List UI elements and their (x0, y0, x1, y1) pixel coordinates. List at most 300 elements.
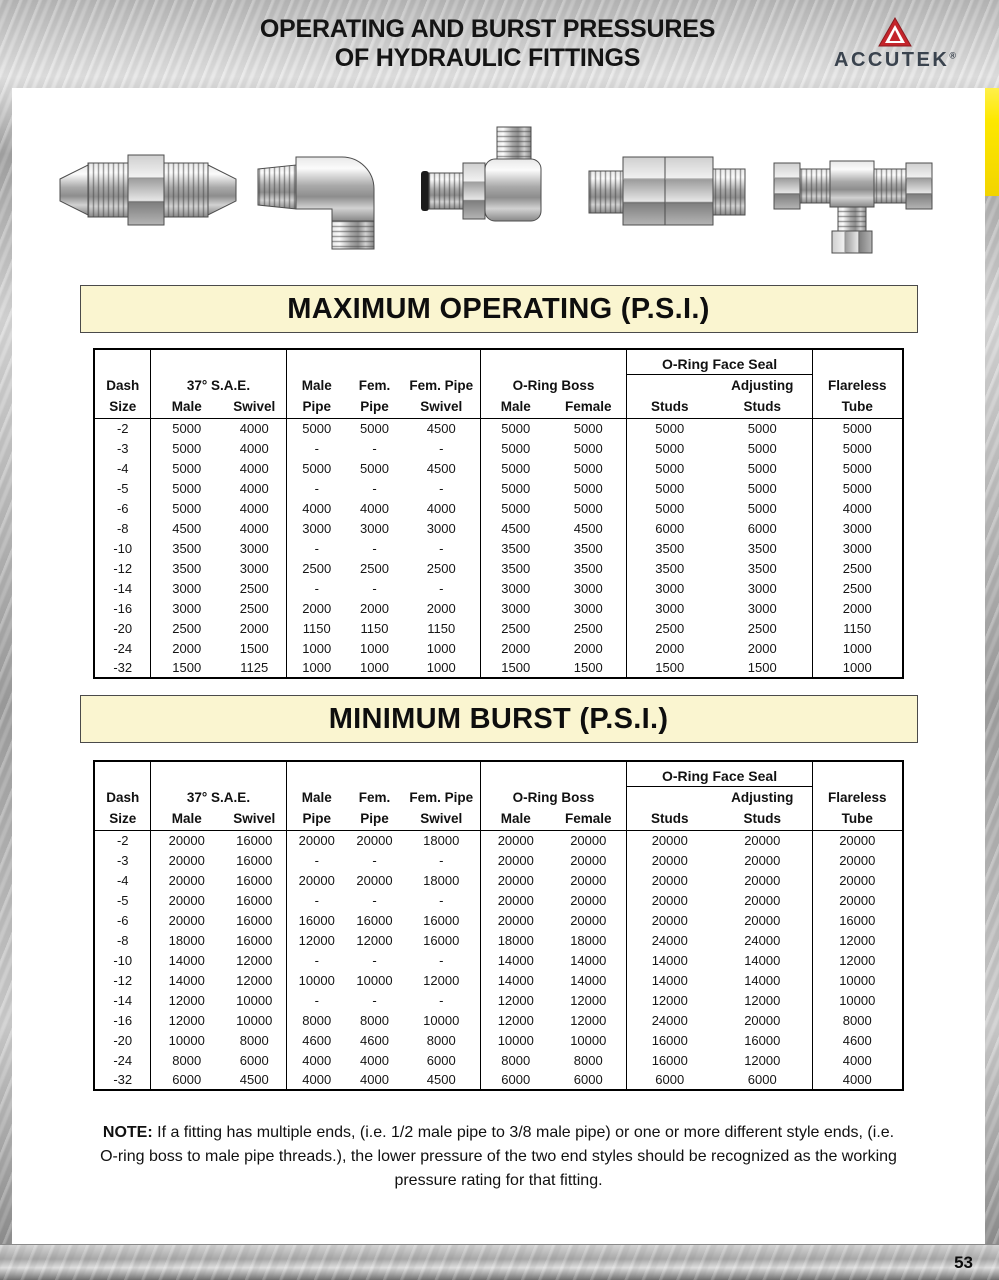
pressure-value-cell: - (372, 580, 377, 596)
pressure-value-cell: 5000 (501, 440, 531, 456)
col-header-sae: 37° S.A.E. (150, 374, 286, 396)
pressure-value-cell: - (402, 950, 480, 970)
pressure-value-cell: 5000 (551, 478, 627, 498)
dash-size-cell: -24 (94, 638, 150, 658)
pressure-row (94, 458, 902, 478)
pressure-value-cell: 4000 (222, 438, 286, 458)
dash-size-cell: -4 (94, 870, 150, 890)
dash-size-cell: -5 (94, 478, 150, 498)
header-spacer (627, 374, 713, 396)
pressure-value-cell: 4600 (360, 1032, 389, 1048)
pressure-value-cell: 10000 (356, 972, 393, 988)
pressure-value-cell: 1000 (302, 660, 332, 675)
pressure-value-cell: 20000 (839, 832, 876, 848)
pressure-value-cell: 12000 (402, 970, 480, 990)
header-tier3 (94, 396, 902, 418)
pressure-value-cell: 20000 (713, 890, 813, 910)
pressure-row (94, 518, 902, 538)
pressure-row (94, 950, 902, 970)
pressure-value-cell: 20000 (298, 832, 335, 848)
pressure-value-cell: 5000 (501, 480, 531, 496)
pressure-value-cell: - (402, 990, 480, 1010)
pressure-value-cell: 2000 (655, 640, 685, 656)
pressure-value-cell: 4500 (172, 520, 202, 536)
pressure-value-cell: 20000 (551, 870, 627, 890)
pressure-value-cell: 5000 (655, 500, 685, 516)
pressure-value-cell: 16000 (222, 910, 286, 930)
pressure-row (94, 618, 902, 638)
dash-size-cell: -14 (94, 990, 150, 1010)
pressure-row (94, 870, 902, 890)
pressure-value-cell: 5000 (551, 458, 627, 478)
pressure-value-cell: 10000 (551, 1030, 627, 1050)
fitting-photo-branch-tee (760, 115, 945, 265)
pressure-value-cell: 1000 (360, 660, 389, 675)
pressure-value-cell: 20000 (168, 832, 205, 848)
dash-size-cell: -2 (94, 830, 150, 850)
dash-size-cell: -20 (94, 1030, 150, 1050)
pressure-value-cell: 16000 (402, 930, 480, 950)
dash-size-cell: -16 (94, 598, 150, 618)
header-spacer (627, 786, 713, 808)
pressure-value-cell: 2000 (842, 600, 872, 616)
pressure-row (94, 578, 902, 598)
col-subheader-flareless-tube: Tube (813, 808, 903, 830)
pressure-value-cell: 18000 (168, 932, 205, 948)
page-header (0, 0, 999, 88)
pressure-value-cell: 6000 (713, 518, 813, 538)
pressure-value-cell: 1150 (360, 620, 389, 636)
pressure-value-cell: 2500 (655, 620, 685, 636)
dash-size-cell: -12 (94, 558, 150, 578)
pressure-value-cell: 14000 (551, 950, 627, 970)
pressure-value-cell: 1000 (402, 658, 480, 678)
pressure-value-cell: 8000 (360, 1012, 389, 1028)
col-subheader-orb-male: Male (481, 396, 551, 418)
pressure-value-cell: 2000 (501, 640, 531, 656)
pressure-value-cell: 1500 (222, 638, 286, 658)
pressure-row (94, 438, 902, 458)
header-tier3 (94, 808, 902, 830)
pressure-value-cell: 20000 (839, 872, 876, 888)
pressure-value-cell: 4500 (402, 1070, 480, 1090)
pressure-table-header (94, 349, 902, 418)
header-spacer (150, 349, 286, 374)
pressure-row (94, 558, 902, 578)
pressure-value-cell: - (372, 992, 377, 1008)
pressure-value-cell: 4000 (302, 500, 332, 516)
pressure-value-cell: 4000 (402, 498, 480, 518)
pressure-value-cell: 10000 (298, 972, 335, 988)
pressure-value-cell: 20000 (497, 912, 534, 928)
content-area (12, 88, 985, 1244)
pressure-value-cell: 2500 (551, 618, 627, 638)
pressure-value-cell: 4500 (402, 458, 480, 478)
pressure-value-cell: 20000 (839, 892, 876, 908)
pressure-value-cell: 5000 (501, 460, 531, 476)
pressure-row (94, 1050, 902, 1070)
header-spacer (813, 349, 903, 374)
col-subheader-size: Size (94, 396, 150, 418)
pressure-value-cell: 12000 (497, 1012, 534, 1028)
pressure-value-cell: 2000 (713, 638, 813, 658)
pressure-value-cell: 20000 (551, 830, 627, 850)
col-header-sae: 37° S.A.E. (150, 786, 286, 808)
pressure-value-cell: 3000 (551, 598, 627, 618)
fitting-photo-oring-boss-elbow (413, 115, 573, 265)
pressure-value-cell: - (372, 440, 377, 456)
pressure-value-cell: 2500 (842, 560, 872, 576)
pressure-value-cell: 4000 (222, 458, 286, 478)
pressure-value-cell: 8000 (551, 1050, 627, 1070)
pressure-value-cell: 10000 (222, 1010, 286, 1030)
pressure-value-cell: 12000 (168, 1012, 205, 1028)
pressure-value-cell: 12000 (356, 932, 393, 948)
fitting-photo-straight-adapter (52, 115, 242, 265)
max-operating-table (93, 348, 903, 679)
header-spacer (481, 761, 627, 786)
pressure-value-cell: 3500 (551, 538, 627, 558)
col-subheader-adjusting-studs: Studs (713, 808, 813, 830)
pressure-value-cell: 4000 (222, 518, 286, 538)
header-tier1 (94, 761, 902, 786)
pressure-value-cell: 5000 (713, 498, 813, 518)
col-header-flareless: Flareless (827, 377, 887, 393)
pressure-value-cell: 5000 (713, 458, 813, 478)
pressure-value-cell: 2000 (360, 600, 389, 616)
col-subheader-fem-pipe: Pipe (346, 396, 402, 418)
pressure-value-cell: 4600 (842, 1032, 872, 1048)
pressure-row (94, 498, 902, 518)
pressure-value-cell: 8000 (501, 1052, 531, 1068)
pressure-value-cell: 10000 (402, 1010, 480, 1030)
col-header-male-pipe: Male (301, 377, 332, 393)
pressure-value-cell: 20000 (713, 830, 813, 850)
col-subheader-male-pipe: Pipe (286, 396, 346, 418)
col-header-oring-face-seal: O-Ring Face Seal (627, 761, 813, 786)
pressure-value-cell: 1000 (842, 660, 872, 675)
pressure-row (94, 930, 902, 950)
pressure-value-cell: 5000 (713, 478, 813, 498)
pressure-value-cell: - (372, 892, 377, 908)
pressure-value-cell: 1000 (302, 640, 332, 656)
pressure-value-cell: 1000 (402, 638, 480, 658)
pressure-value-cell: 16000 (222, 870, 286, 890)
pressure-value-cell: 8000 (222, 1030, 286, 1050)
page-title-line1: OPERATING AND BURST PRESSURES (259, 14, 716, 43)
header-spacer (150, 761, 286, 786)
pressure-row (94, 598, 902, 618)
fitting-photo-male-pipe-elbow (248, 115, 408, 265)
col-header-male-pipe: Male (301, 789, 332, 805)
pressure-value-cell: 3000 (501, 600, 531, 616)
pressure-value-cell: 18000 (402, 870, 480, 890)
header-spacer (94, 761, 150, 786)
pressure-value-cell: 4000 (842, 1052, 872, 1068)
pressure-value-cell: 5000 (842, 440, 872, 456)
pressure-value-cell: 16000 (222, 830, 286, 850)
pressure-value-cell: 20000 (713, 850, 813, 870)
min-burst-table (93, 760, 903, 1091)
pressure-value-cell: 4500 (402, 418, 480, 438)
pressure-value-cell: 8000 (302, 1012, 332, 1028)
pressure-value-cell: 6000 (713, 1070, 813, 1090)
product-photos-row (12, 88, 985, 285)
pressure-value-cell: 4500 (551, 518, 627, 538)
col-header-oring-boss: O-Ring Boss (481, 786, 627, 808)
pressure-value-cell: 5000 (360, 420, 389, 436)
pressure-value-cell: 4000 (222, 418, 286, 438)
pressure-value-cell: 3000 (302, 520, 332, 536)
pressure-value-cell: 3500 (655, 560, 685, 576)
pressure-value-cell: 1500 (501, 660, 531, 675)
pressure-value-cell: 14000 (497, 952, 534, 968)
pressure-value-cell: 5000 (551, 498, 627, 518)
pressure-value-cell: 3000 (501, 580, 531, 596)
pressure-row (94, 1070, 902, 1090)
pressure-value-cell: 12000 (168, 992, 205, 1008)
pressure-value-cell: 20000 (497, 852, 534, 868)
pressure-value-cell: 6000 (172, 1072, 202, 1087)
pressure-value-cell: 5000 (551, 418, 627, 438)
pressure-value-cell: 3500 (713, 558, 813, 578)
pressure-value-cell: 5000 (655, 460, 685, 476)
pressure-value-cell: 16000 (839, 912, 876, 928)
pressure-value-cell: - (402, 438, 480, 458)
pressure-value-cell: 12000 (222, 950, 286, 970)
pressure-value-cell: - (372, 952, 377, 968)
pressure-value-cell: 3500 (501, 560, 531, 576)
col-header-fem-pipe: Fem. (358, 377, 391, 393)
page-title-line2: OF HYDRAULIC FITTINGS (334, 44, 641, 72)
pressure-value-cell: 20000 (497, 872, 534, 888)
pressure-value-cell: 20000 (168, 852, 205, 868)
pressure-value-cell: - (314, 992, 319, 1008)
col-header-oring-face-seal: O-Ring Face Seal (627, 349, 813, 374)
pressure-value-cell: 20000 (356, 872, 393, 888)
pressure-value-cell: 3500 (551, 558, 627, 578)
pressure-value-cell: 20000 (168, 912, 205, 928)
col-subheader-sae-male: Male (150, 396, 222, 418)
dash-size-cell: -6 (94, 498, 150, 518)
pressure-value-cell: 3000 (222, 538, 286, 558)
pressure-value-cell: 16000 (651, 1032, 688, 1048)
pressure-value-cell: 5000 (302, 420, 332, 436)
col-subheader-studs: Studs (627, 808, 713, 830)
pressure-value-cell: 14000 (497, 972, 534, 988)
pressure-value-cell: - (402, 538, 480, 558)
pressure-value-cell: 16000 (222, 930, 286, 950)
col-subheader-fem-pipe: Pipe (346, 808, 402, 830)
col-subheader-sae-swivel: Swivel (222, 808, 286, 830)
dash-size-cell: -10 (94, 538, 150, 558)
pressure-value-cell: 1500 (551, 658, 627, 678)
pressure-value-cell: 4000 (302, 1072, 332, 1087)
pressure-value-cell: 5000 (501, 500, 531, 516)
pressure-row (94, 910, 902, 930)
pressure-value-cell: 16000 (402, 910, 480, 930)
pressure-value-cell: 2500 (360, 560, 389, 576)
pressure-value-cell: 10000 (222, 990, 286, 1010)
pressure-value-cell: 5000 (842, 460, 872, 476)
pressure-value-cell: 2500 (172, 620, 202, 636)
max-operating-title: MAXIMUM OPERATING (P.S.I.) (287, 292, 710, 325)
pressure-value-cell: 10000 (497, 1032, 534, 1048)
pressure-value-cell: 6000 (222, 1050, 286, 1070)
pressure-row (94, 1030, 902, 1050)
pressure-value-cell: 4000 (842, 1072, 872, 1087)
pressure-value-cell: 5000 (655, 420, 685, 436)
min-burst-tbody (94, 830, 902, 1090)
pressure-value-cell: 16000 (713, 1030, 813, 1050)
pressure-value-cell: 2500 (713, 618, 813, 638)
pressure-value-cell: 4000 (302, 1052, 332, 1068)
pressure-value-cell: 24000 (713, 930, 813, 950)
pressure-value-cell: 12000 (551, 990, 627, 1010)
accutek-logo (805, 17, 985, 72)
pressure-value-cell: 6000 (551, 1070, 627, 1090)
pressure-row (94, 1010, 902, 1030)
dash-size-cell: -12 (94, 970, 150, 990)
pressure-value-cell: 20000 (839, 852, 876, 868)
pressure-value-cell: 2000 (551, 638, 627, 658)
pressure-value-cell: 4000 (360, 500, 389, 516)
pressure-value-cell: 5000 (172, 420, 202, 436)
pressure-row (94, 970, 902, 990)
pressure-value-cell: 20000 (551, 910, 627, 930)
pressure-value-cell: 14000 (651, 972, 688, 988)
pressure-value-cell: 3000 (713, 598, 813, 618)
pressure-value-cell: 5000 (172, 480, 202, 496)
pressure-value-cell: 20000 (651, 832, 688, 848)
pressure-row (94, 850, 902, 870)
pressure-value-cell: 4500 (222, 1070, 286, 1090)
pressure-value-cell: 16000 (356, 912, 393, 928)
pressure-table-header (94, 761, 902, 830)
pressure-value-cell: 2000 (402, 598, 480, 618)
pressure-row (94, 418, 902, 438)
pressure-value-cell: 1150 (302, 620, 331, 636)
pressure-value-cell: 2500 (501, 620, 531, 636)
pressure-value-cell: 4000 (360, 1052, 389, 1068)
pressure-value-cell: 14000 (551, 970, 627, 990)
pressure-value-cell: 5000 (713, 438, 813, 458)
pressure-value-cell: 16000 (222, 850, 286, 870)
min-burst-banner (80, 695, 918, 743)
pressure-value-cell: 20000 (713, 1010, 813, 1030)
pressure-value-cell: 3000 (551, 578, 627, 598)
pressure-value-cell: 5000 (172, 460, 202, 476)
pressure-value-cell: 4000 (222, 478, 286, 498)
pressure-value-cell: 12000 (651, 992, 688, 1008)
pressure-value-cell: 3500 (501, 540, 531, 556)
dash-size-cell: -8 (94, 518, 150, 538)
pressure-value-cell: 20000 (651, 872, 688, 888)
pressure-value-cell: 14000 (168, 972, 205, 988)
pressure-value-cell: 5000 (501, 420, 531, 436)
pressure-value-cell: 12000 (551, 1010, 627, 1030)
pressure-value-cell: 14000 (168, 952, 205, 968)
footnote (99, 1121, 899, 1193)
footnote-text: If a fitting has multiple ends, (i.e. 1/2 male pipe to 3/8 male pipe) or one or more different style ends, (i.e. O-ring boss to male pipe threads.), the lower pressure of the two end styles should be recognized as the working pressure rating for that fitting. (100, 1124, 897, 1189)
dash-size-cell: -5 (94, 890, 150, 910)
pressure-value-cell: 12000 (298, 932, 335, 948)
pressure-value-cell: 3500 (655, 540, 685, 556)
pressure-value-cell: 18000 (497, 932, 534, 948)
pressure-value-cell: 14000 (713, 950, 813, 970)
pressure-value-cell: 20000 (713, 870, 813, 890)
header-spacer (813, 761, 903, 786)
col-header-fem-pipe: Fem. (358, 789, 391, 805)
pressure-value-cell: 4000 (222, 498, 286, 518)
pressure-value-cell: - (314, 892, 319, 908)
pressure-value-cell: 16000 (298, 912, 335, 928)
pressure-value-cell: 16000 (222, 890, 286, 910)
col-header-fem-pipe-swivel: Fem. Pipe (402, 374, 480, 396)
pressure-value-cell: 24000 (651, 1012, 688, 1028)
pressure-value-cell: 4000 (360, 1072, 389, 1087)
pressure-value-cell: 3000 (655, 600, 685, 616)
pressure-value-cell: 3000 (842, 540, 872, 556)
max-operating-banner (80, 285, 918, 333)
dash-size-cell: -20 (94, 618, 150, 638)
pressure-row (94, 830, 902, 850)
pressure-value-cell: 1000 (842, 640, 872, 656)
pressure-value-cell: 1000 (360, 640, 389, 656)
header-spacer (286, 349, 480, 374)
pressure-value-cell: 12000 (839, 932, 876, 948)
dash-size-cell: -32 (94, 1070, 150, 1090)
col-header-adjusting: Adjusting (713, 374, 813, 396)
pressure-value-cell: 4000 (842, 500, 872, 516)
pressure-value-cell: 12000 (713, 990, 813, 1010)
pressure-row (94, 538, 902, 558)
registered-mark: ® (949, 49, 956, 60)
pressure-value-cell: 3000 (402, 518, 480, 538)
pressure-value-cell: - (314, 480, 319, 496)
pressure-value-cell: 20000 (168, 872, 205, 888)
fitting-photo-union-adapter (579, 115, 754, 265)
page-number: 53 (954, 1252, 973, 1272)
pressure-value-cell: 20000 (551, 850, 627, 870)
pressure-value-cell: - (372, 540, 377, 556)
header-tier2 (94, 374, 902, 396)
col-subheader-sae-swivel: Swivel (222, 396, 286, 418)
header-spacer (286, 761, 480, 786)
pressure-value-cell: 12000 (222, 970, 286, 990)
dash-size-cell: -14 (94, 578, 150, 598)
pressure-value-cell: 10000 (839, 972, 876, 988)
pressure-value-cell: 1125 (222, 658, 286, 678)
pressure-value-cell: 3000 (713, 578, 813, 598)
col-subheader-fem-pipe-swivel: Swivel (402, 808, 480, 830)
pressure-value-cell: 12000 (713, 1050, 813, 1070)
dash-size-cell: -3 (94, 438, 150, 458)
pressure-value-cell: 3500 (172, 560, 202, 576)
col-subheader-studs: Studs (627, 396, 713, 418)
pressure-value-cell: 2500 (222, 578, 286, 598)
pressure-value-cell: 8000 (842, 1012, 872, 1028)
col-subheader-sae-male: Male (150, 808, 222, 830)
dash-size-cell: -8 (94, 930, 150, 950)
pressure-value-cell: 1150 (843, 620, 872, 636)
pressure-value-cell: 1150 (402, 618, 480, 638)
pressure-value-cell: 2000 (302, 600, 332, 616)
col-header-flareless: Flareless (827, 789, 887, 805)
dash-size-cell: -3 (94, 850, 150, 870)
pressure-value-cell: 2000 (172, 640, 202, 656)
col-header-adjusting: Adjusting (713, 786, 813, 808)
